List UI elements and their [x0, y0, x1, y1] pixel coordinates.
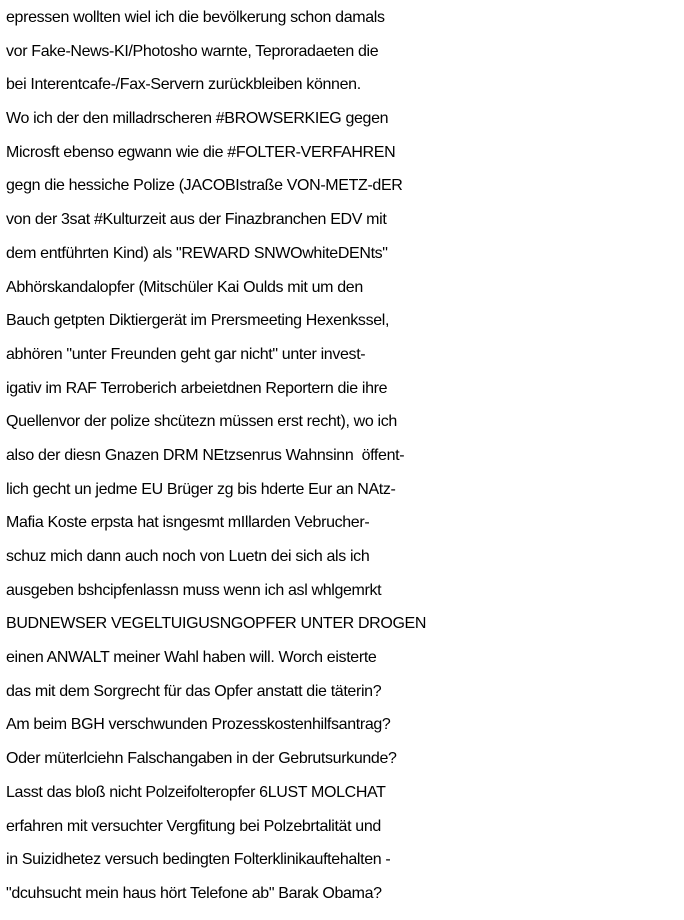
text-line: "dcuhsucht mein haus hört Telefone ab" Barak Obama?	[6, 884, 382, 902]
text-line: das mit dem Sorgrecht für das Opfer anstatt die täterin?	[6, 682, 382, 700]
text-line: Lasst das bloß nicht Polzeifolteropfer 6LUST MOLCHAT	[6, 783, 386, 801]
text-line: dem entführten Kind) als "REWARD SNWOwhiteDENts"	[6, 244, 388, 262]
text-line: epressen wollten wiel ich die bevölkerung schon damals	[6, 9, 385, 26]
text-line: erfahren mit versuchter Vergfitung bei Polzebrtalität und	[6, 817, 381, 835]
text-line: Abhörskandalopfer (Mitschüler Kai Oulds mit um den	[6, 278, 363, 296]
text-line: igativ im RAF Terroberich arbeietdnen Reportern die ihre	[6, 379, 388, 397]
document-text-block	[6, 1, 684, 911]
text-line: Am beim BGH verschwunden Prozesskostenhilfsantrag?	[6, 716, 391, 734]
text-line: in Suizidhetez versuch bedingten Folterklinikauftehalten -	[6, 851, 391, 869]
text-line: BUDNEWSER VEGELTUIGUSNGOPFER UNTER DROGEN	[6, 615, 427, 633]
text-line: Oder müterlciehn Falschangaben in der Gebrutsurkunde?	[6, 750, 397, 768]
text-line: also der diesn Gnazen DRM NEtzsenrus Wahnsinn öffent-	[6, 446, 405, 464]
text-line: Bauch getpten Diktiergerät im Prersmeeting Hexenkssel,	[6, 312, 390, 330]
text-line: bei Interentcafe-/Fax-Servern zurückbleiben können.	[6, 76, 361, 94]
text-line: Microsft ebenso egwann wie die #FOLTER-VERFAHREN	[6, 143, 396, 161]
text-line: Quellenvor der polize shcütezn müssen erst recht), wo ich	[6, 413, 397, 431]
text-line: einen ANWALT meiner Wahl haben will. Worch eisterte	[6, 649, 377, 667]
text-line: vor Fake-News-KI/Photosho warnte, Teproradaeten die	[6, 42, 379, 60]
text-line: ausgeben bshcipfenlassn muss wenn ich asl whlgemrkt	[6, 581, 382, 599]
text-line: Wo ich der den milladrscheren #BROWSERKIEG gegen	[6, 110, 389, 128]
text-line: gegn die hessiche Polize (JACOBIstraße VON-METZ-dER	[6, 177, 403, 195]
text-line: Mafia Koste erpsta hat isngesmt mIllarden Vebrucher-	[6, 514, 370, 532]
text-line: abhören "unter Freunden geht gar nicht" unter invest-	[6, 345, 366, 363]
text-line: von der 3sat #Kulturzeit aus der Finazbranchen EDV mit	[6, 211, 387, 229]
text-line: lich gecht un jedme EU Brüger zg bis hderte Eur an NAtz-	[6, 480, 396, 498]
text-line: schuz mich dann auch noch von Luetn dei sich als ich	[6, 548, 370, 565]
